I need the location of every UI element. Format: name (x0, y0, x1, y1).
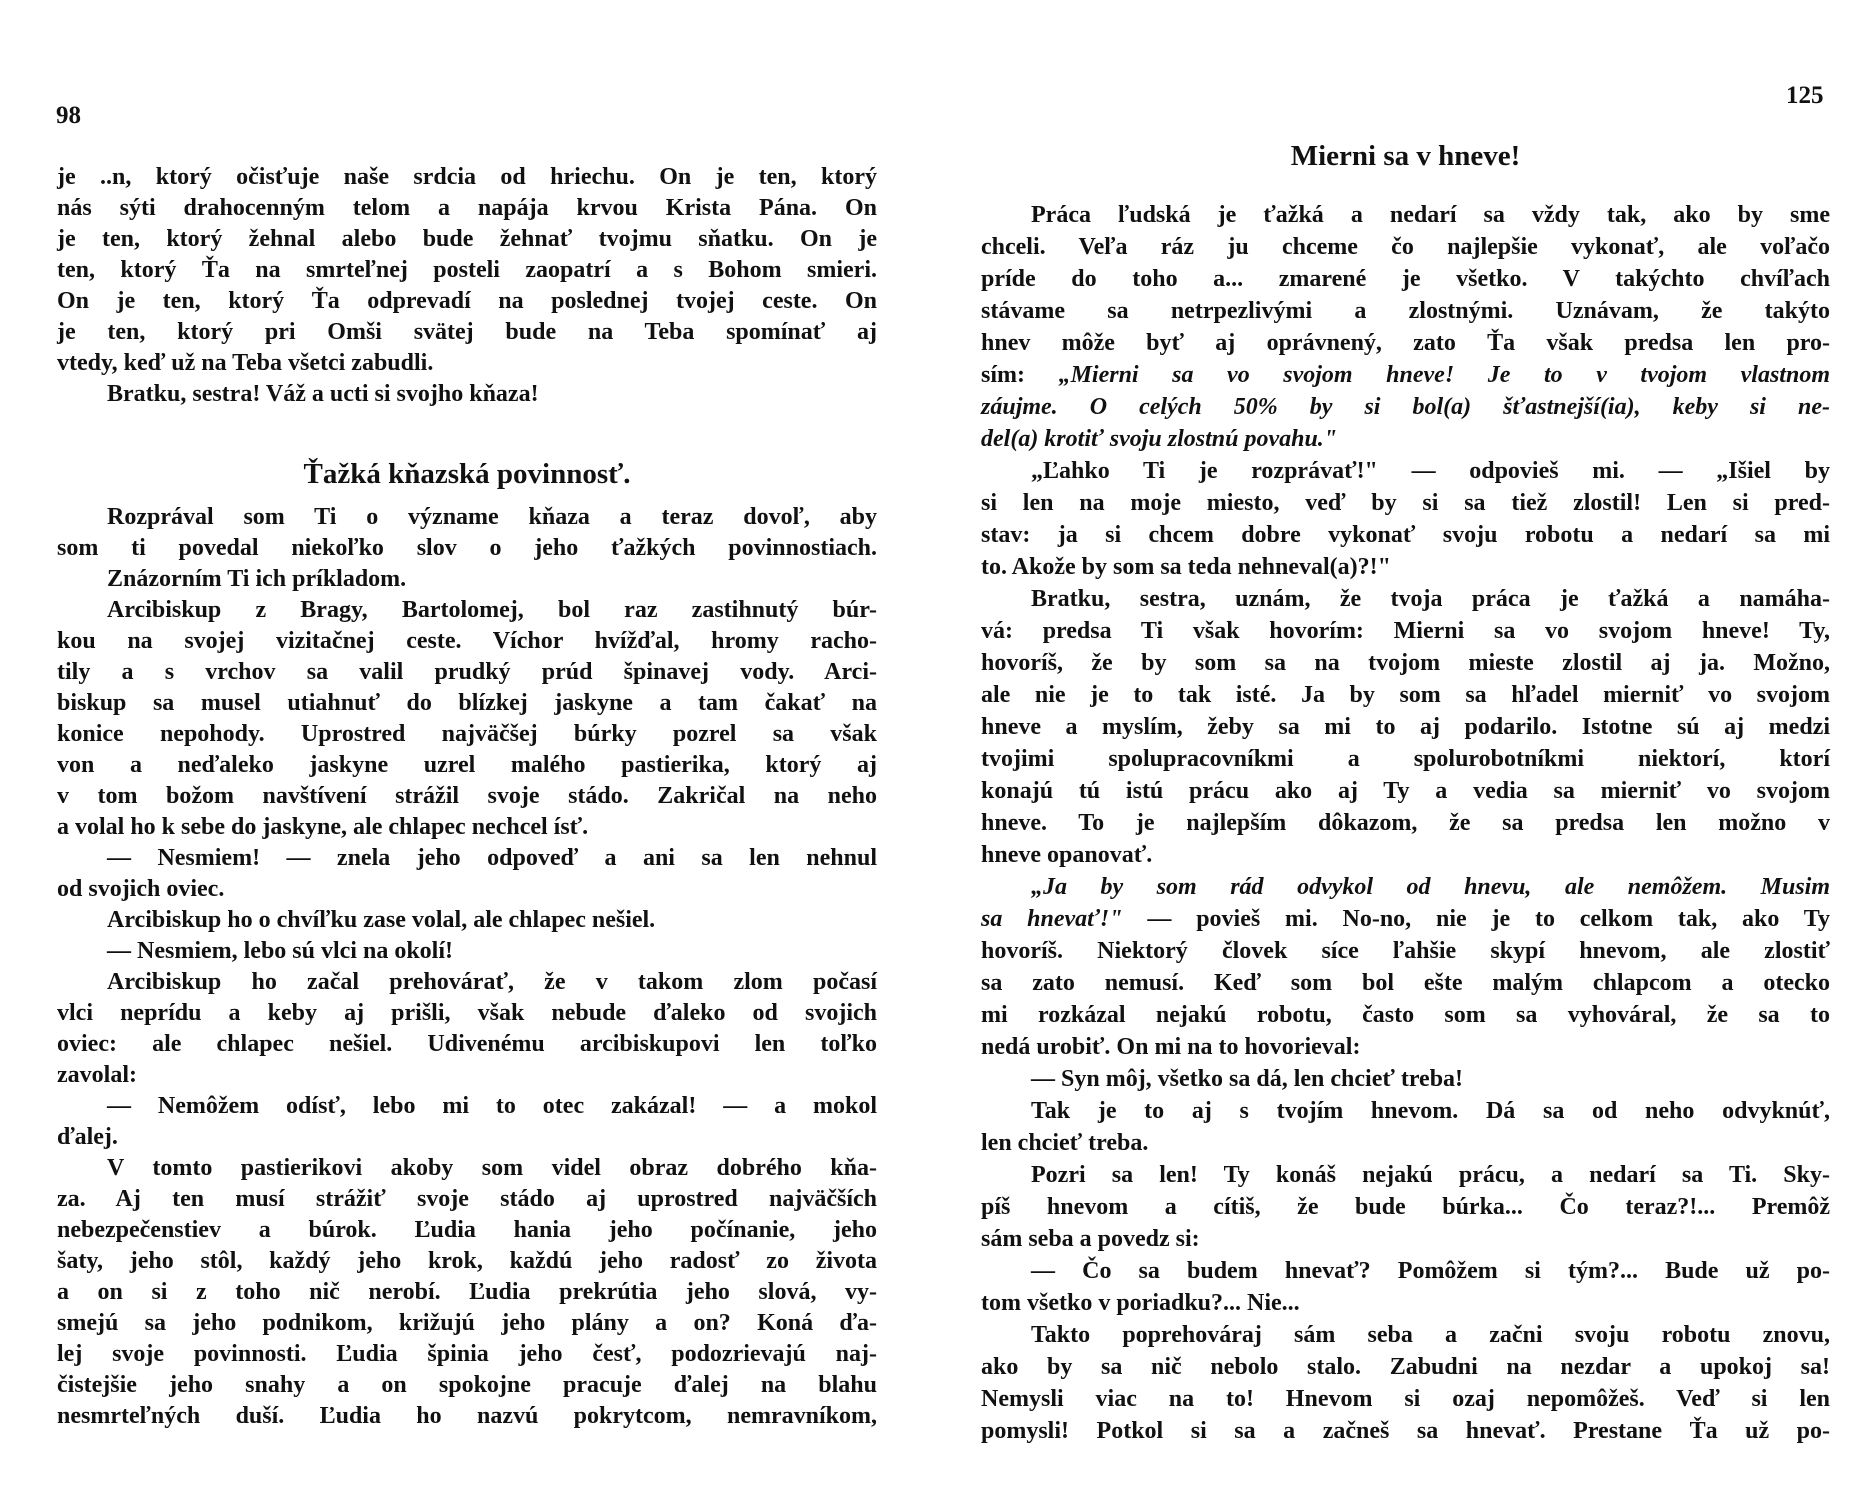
left-text-block-2 (57, 502, 877, 1432)
text-line (981, 903, 1830, 935)
text-line: Arcibiskup z Bragy, Bartolomej, bol raz zastihnutý búr- (107, 597, 877, 623)
text-line: kou na svojej vizitačnej ceste. Víchor hvížďal, hromy racho- (57, 628, 877, 654)
text-line: nás sýti drahocenným telom a napája krvou Krista Pána. On (57, 195, 877, 221)
text-line: chceli. Veľa ráz ju chceme čo najlepšie vykonať, ale voľačo (981, 234, 1830, 260)
text-line: hneve opanovať. (981, 842, 1153, 868)
page-number-right: 125 (1786, 82, 1824, 109)
text-segment: sa hnevať!" (981, 906, 1123, 932)
text-line: — Nesmiem! — znela jeho odpoveď a ani sa len nehnul (107, 845, 877, 871)
text-line: a volal ho k sebe do jaskyne, ale chlapec nechcel ísť. (57, 814, 589, 840)
text-line: Takto poprehováraj sám seba a začni svoju robotu znovu, (1031, 1322, 1830, 1348)
text-line: On je ten, ktorý Ťa odprevadí na poslednej tvojej ceste. On (57, 288, 877, 314)
text-line: je ..n, ktorý očisťuje naše srdcia od hriechu. On je ten, ktorý (57, 164, 877, 190)
text-line: sám seba a povedz si: (981, 1226, 1200, 1252)
text-line: hneve. To je najlepším dôkazom, že sa predsa len možno v (981, 810, 1830, 836)
text-line: zavolal: (57, 1062, 137, 1088)
text-line: „Ja by som rád odvykol od hnevu, ale nemôžem. Musim (1031, 874, 1830, 900)
text-line: to. Akože by som sa teda nehneval(a)?!" (981, 554, 1391, 580)
text-line: smejú sa jeho podnikom, križujú jeho plány a on? Koná ďa- (57, 1310, 877, 1336)
text-line: V tomto pastierikovi akoby som videl obraz dobrého kňa- (107, 1155, 877, 1181)
text-line: nesmrteľných duší. Ľudia ho nazvú pokrytcom, nemravníkom, (57, 1403, 877, 1429)
text-line: nedá urobiť. On mi na to hovorieval: (981, 1034, 1361, 1060)
text-line: čistejšie jeho snahy a on spokojne pracuje ďalej na blahu (57, 1372, 877, 1398)
text-line: sa zato nemusí. Keď som bol ešte malým chlapcom a otecko (981, 970, 1830, 996)
text-line: vtedy, keď už na Teba všetci zabudli. (57, 350, 434, 376)
text-line: som ti povedal niekoľko slov o jeho ťažkých povinnostiach. (57, 535, 877, 561)
section-heading-left: Ťažká kňazská povinnosť. (303, 458, 631, 490)
text-line: len chcieť treba. (981, 1130, 1149, 1156)
section-heading-right: Mierni sa v hneve! (1290, 140, 1521, 172)
text-line: Znázorním Ti ich príkladom. (107, 566, 407, 592)
text-line: stav: ja si chcem dobre vykonať svoju robotu a nedarí sa mi (981, 522, 1830, 548)
text-line: biskup sa musel utiahnuť do blízkej jaskyne a tam čakať na (57, 690, 877, 716)
text-line: hovoríš. Niektorý človek síce ľahšie skypí hnevom, ale zlostiť (981, 938, 1830, 964)
text-segment: „Mierni sa vo svojom hneve! Je to v tvojom vlastnom (1058, 362, 1830, 388)
text-line: tom všetko v poriadku?... Nie... (981, 1290, 1300, 1316)
text-line: Práca ľudská je ťažká a nedarí sa vždy tak, ako by sme (1031, 202, 1830, 228)
text-line: ďalej. (57, 1124, 118, 1150)
text-line: del(a) krotiť svoju zlostnú povahu." (981, 426, 1338, 452)
text-line: Pozri sa len! Ty konáš nejakú prácu, a nedarí sa Ti. Sky- (1031, 1162, 1830, 1188)
text-line: Bratku, sestra! Váž a ucti si svojho kňaza! (107, 381, 539, 407)
text-line: Arcibiskup ho začal prehovárať, že v takom zlom počasí (107, 969, 877, 995)
text-segment: — povieš mi. No-no, nie je to celkom tak, ako Ty (1122, 906, 1830, 932)
text-line: mi rozkázal nejakú robotu, často som sa vyhováral, že sa to (981, 1002, 1830, 1028)
left-text-block-1 (57, 162, 877, 410)
text-line: ten, ktorý Ťa na smrteľnej posteli zaopatrí a s Bohom smieri. (57, 257, 877, 283)
text-line: Tak je to aj s tvojím hnevom. Dá sa od neho odvyknúť, (1031, 1098, 1830, 1124)
text-line: — Nesmiem, lebo sú vlci na okolí! (107, 938, 453, 964)
text-line: príde do toho a... zmarené je všetko. V takýchto chvíľach (981, 266, 1830, 292)
text-line: — Nemôžem odísť, lebo mi to otec zakázal! — a mokol (107, 1093, 877, 1119)
text-line: za. Aj ten musí strážiť svoje stádo aj uprostred najväčších (57, 1186, 877, 1212)
text-line: si len na moje miesto, veď by si sa tiež zlostil! Len si pred- (981, 490, 1830, 516)
text-line: Arcibiskup ho o chvíľku zase volal, ale chlapec nešiel. (107, 907, 656, 933)
text-line: ale nie je to tak isté. Ja by som sa hľadel mierniť vo svojom (981, 682, 1830, 708)
text-line: lej svoje povinnosti. Ľudia špinia jeho česť, podozrievajú naj- (57, 1341, 877, 1367)
text-line: vá: predsa Ti však hovorím: Mierni sa vo svojom hneve! Ty, (981, 618, 1830, 644)
text-line: von a neďaleko jaskyne uzrel malého pastierika, ktorý aj (57, 752, 877, 778)
text-line: je ten, ktorý žehnal alebo bude žehnať tvojmu sňatku. On je (57, 226, 877, 252)
text-line: a on si z toho nič nerobí. Ľudia prekrútia jeho slová, vy- (57, 1279, 877, 1305)
text-line: — Syn môj, všetko sa dá, len chcieť treba! (1031, 1066, 1464, 1092)
text-line: Bratku, sestra, uznám, že tvoja práca je ťažká a namáha- (1031, 586, 1830, 612)
text-line: konajú tú istú prácu ako aj Ty a vedia sa mierniť vo svojom (981, 778, 1830, 804)
text-line: pomysli! Potkol si sa a začneš sa hnevať. Prestane Ťa už po- (981, 1418, 1830, 1444)
text-line: hneve a myslím, žeby sa mi to aj podarilo. Istotne sú aj medzi (981, 714, 1830, 740)
text-line: hnev môže byť aj oprávnený, zato Ťa však predsa len pro- (981, 330, 1830, 356)
text-line (981, 359, 1830, 391)
text-line: je ten, ktorý pri Omši svätej bude na Teba spomínať aj (57, 319, 877, 345)
text-line: šaty, jeho stôl, každý jeho krok, každú jeho radosť zo života (57, 1248, 877, 1274)
page-number-left: 98 (56, 102, 81, 129)
text-line: Nemysli viac na to! Hnevom si ozaj nepomôžeš. Veď si len (981, 1386, 1830, 1412)
text-line: konice nepohody. Uprostred najväčšej búrky pozrel sa však (57, 721, 877, 747)
text-line: od svojich oviec. (57, 876, 225, 902)
text-line: Rozprával som Ti o význame kňaza a teraz dovoľ, aby (107, 504, 877, 530)
right-text-block (981, 199, 1830, 1447)
text-line: oviec: ale chlapec nešiel. Udivenému arcibiskupovi len toľko (57, 1031, 877, 1057)
text-line: v tom božom navštívení strážil svoje stádo. Zakričal na neho (57, 783, 877, 809)
text-line: vlci neprídu a keby aj prišli, však nebude ďaleko od svojich (57, 1000, 877, 1026)
text-line: „Ľahko Ti je rozprávať!" — odpovieš mi. — „Išiel by (1031, 458, 1830, 484)
text-line: tily a s vrchov sa valil prudký prúd špinavej vody. Arci- (57, 659, 877, 685)
text-line: tvojimi spolupracovníkmi a spolurobotníkmi niektorí, ktorí (981, 746, 1830, 772)
text-line: píš hnevom a cítiš, že bude búrka... Čo teraz?!... Premôž (981, 1194, 1830, 1220)
text-line: nebezpečenstiev a búrok. Ľudia hania jeho počínanie, jeho (57, 1217, 877, 1243)
text-line: stávame sa netrpezlivými a zlostnými. Uznávam, že takýto (981, 298, 1830, 324)
text-line: — Čo sa budem hnevať? Pomôžem si tým?... Bude už po- (1031, 1258, 1830, 1284)
text-line: záujme. O celých 50% by si bol(a) šťastnejší(ia), keby si ne- (981, 394, 1830, 420)
text-line: hovoríš, že by som sa na tvojom mieste zlostil aj ja. Možno, (981, 650, 1830, 676)
text-segment: sím: (981, 362, 1059, 388)
text-line: ako by sa nič nebolo stalo. Zabudni na nezdar a upokoj sa! (981, 1354, 1830, 1380)
